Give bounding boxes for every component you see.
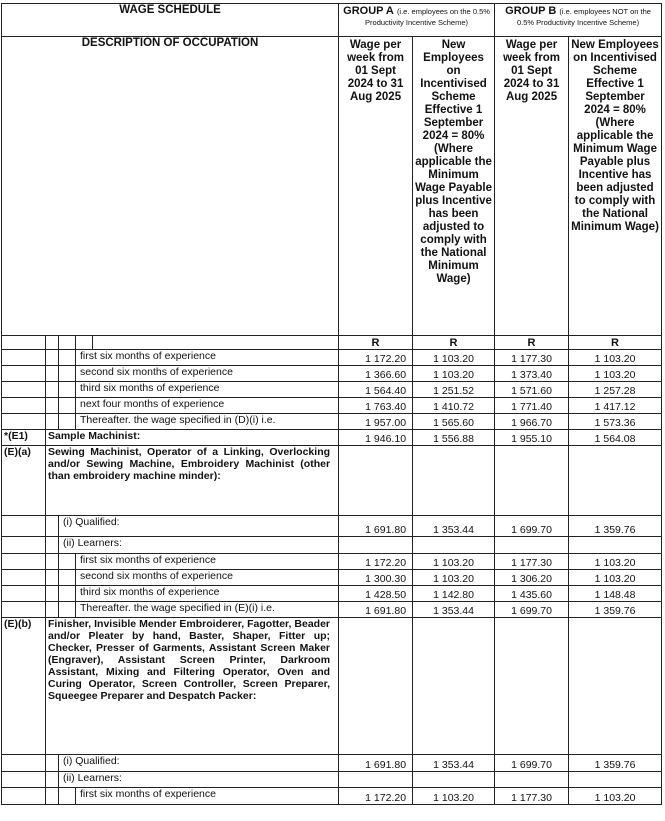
- value-cell: 1 103.20: [569, 350, 662, 366]
- value-cell: 1 359.76: [569, 516, 662, 537]
- value-cell: 1 373.40: [495, 366, 569, 382]
- table-row: [2, 350, 662, 366]
- value-cell: 1 691.80: [339, 516, 413, 537]
- row-label: third six months of experience: [76, 586, 339, 602]
- value-cell: 1 103.20: [569, 554, 662, 570]
- row-label: Thereafter. the wage specified in (E)(i) i.e.: [76, 602, 339, 618]
- table-row: [2, 398, 662, 414]
- row-label: third six months of experience: [76, 382, 339, 398]
- value-cell: 1 564.08: [569, 430, 662, 446]
- occupation-code: (E)(b): [2, 618, 46, 755]
- description-title: DESCRIPTION OF OCCUPATION: [2, 37, 339, 336]
- row-label: second six months of experience: [76, 366, 339, 382]
- row-label: next four months of experience: [76, 398, 339, 414]
- value-cell: 1 565.60: [413, 414, 495, 430]
- value-cell: 1 353.44: [413, 755, 495, 772]
- value-cell: 1 251.52: [413, 382, 495, 398]
- row-label: first six months of experience: [76, 788, 339, 805]
- table-row: [2, 586, 662, 602]
- table-row: [2, 570, 662, 586]
- row-label: (i) Qualified:: [59, 755, 339, 772]
- row-label: (ii) Learners:: [59, 772, 339, 788]
- table-row: [2, 537, 662, 554]
- value-cell: 1 103.20: [413, 554, 495, 570]
- value-cell: 1 103.20: [413, 788, 495, 805]
- value-cell: 1 359.76: [569, 755, 662, 772]
- value-cell: 1 573.36: [569, 414, 662, 430]
- table-row-eb-description: [2, 618, 662, 755]
- value-cell: 1 103.20: [413, 366, 495, 382]
- value-cell: 1 177.30: [495, 788, 569, 805]
- value-cell: 1 571.60: [495, 382, 569, 398]
- value-cell: 1 428.50: [339, 586, 413, 602]
- value-cell: 1 955.10: [495, 430, 569, 446]
- value-cell: 1 771.40: [495, 398, 569, 414]
- value-cell: 1 699.70: [495, 516, 569, 537]
- value-cell: 1 103.20: [413, 570, 495, 586]
- value-cell: 1 103.20: [569, 570, 662, 586]
- value-cell: 1 435.60: [495, 586, 569, 602]
- currency-label: R: [495, 336, 569, 350]
- group-a-header: [339, 4, 495, 37]
- value-cell: 1 966.70: [495, 414, 569, 430]
- value-cell: 1 699.70: [495, 602, 569, 618]
- occupation-code: (E)(a): [2, 446, 46, 516]
- row-label: (ii) Learners:: [59, 537, 339, 554]
- value-cell: 1 103.20: [413, 350, 495, 366]
- table-row: [2, 382, 662, 398]
- row-label: first six months of experience: [76, 350, 339, 366]
- value-cell: 1 353.44: [413, 602, 495, 618]
- currency-label: R: [339, 336, 413, 350]
- row-label: (i) Qualified:: [59, 516, 339, 537]
- row-label: first six months of experience: [76, 554, 339, 570]
- value-cell: 1 359.76: [569, 602, 662, 618]
- value-cell: 1 306.20: [495, 570, 569, 586]
- value-cell: 1 564.40: [339, 382, 413, 398]
- group-b-header: [495, 4, 662, 37]
- group-b-title: GROUP B: [505, 5, 557, 17]
- table-row: [2, 414, 662, 430]
- table-row: [2, 554, 662, 570]
- value-cell: 1 257.28: [569, 382, 662, 398]
- value-cell: 1 148.48: [569, 586, 662, 602]
- group-a-note: (i.e. employees on the 0.5% Productivity Incentive Scheme): [365, 7, 490, 27]
- row-label: Thereafter. the wage specified in (D)(i) i.e.: [76, 414, 339, 430]
- group-b-wage-header: Wage per week from 01 Sept 2024 to 31 Aug 2025: [495, 37, 569, 336]
- value-cell: 1 172.20: [339, 788, 413, 805]
- table-row: [2, 772, 662, 788]
- occupation-label: Finisher, Invisible Mender Embroiderer, Fagotter, Beader and/or Pleater by hand, Baster, Shaper, Fitter up; Checker, Presser of Garments, Assistant Screen Maker (Engraver), Assistant Screen Printer, Darkroom Assistant, Mixing and Filtering Operator, Oven and Curing Operator, Screen Controller, Screen Preparer, Squeegee Preparer and Despatch Packer:: [46, 618, 339, 755]
- value-cell: 1 103.20: [569, 788, 662, 805]
- value-cell: 1 946.10: [339, 430, 413, 446]
- table-row-ea-description: [2, 446, 662, 516]
- table-row: [2, 602, 662, 618]
- value-cell: 1 177.30: [495, 350, 569, 366]
- table-row: [2, 755, 662, 772]
- value-cell: 1 172.20: [339, 554, 413, 570]
- value-cell: 1 353.44: [413, 516, 495, 537]
- group-a-new-employees-header: New Employees on Incentivised Scheme Effective 1 September 2024 = 80% (Where applicable the Minimum Wage Payable plus Incentive has been adjusted to comply with the National Minimum Wage): [413, 37, 495, 336]
- value-cell: 1 300.30: [339, 570, 413, 586]
- value-cell: 1 103.20: [569, 366, 662, 382]
- value-cell: 1 410.72: [413, 398, 495, 414]
- wage-schedule-table: [1, 3, 662, 805]
- value-cell: 1 691.80: [339, 602, 413, 618]
- value-cell: 1 366.60: [339, 366, 413, 382]
- value-cell: 1 172.20: [339, 350, 413, 366]
- value-cell: 1 763.40: [339, 398, 413, 414]
- wage-schedule-title: WAGE SCHEDULE: [2, 4, 339, 37]
- value-cell: 1 699.70: [495, 755, 569, 772]
- table-row: [2, 366, 662, 382]
- group-b-new-employees-header: New Employees on Incentivised Scheme Effective 1 September 2024 = 80% (Where applicable the Minimum Wage Payable plus Incentive has been adjusted to comply with the National Minimum Wage): [569, 37, 662, 336]
- group-b-note: (i.e. employees NOT on the 0.5% Productivity Incentive Scheme): [516, 7, 651, 27]
- table-row: [2, 516, 662, 537]
- value-cell: 1 691.80: [339, 755, 413, 772]
- currency-label: R: [413, 336, 495, 350]
- occupation-label: Sewing Machinist, Operator of a Linking, Overlocking and/or Sewing Machine, Embroidery Machinist (other than embroidery machine minder):: [46, 446, 339, 516]
- value-cell: 1 417.12: [569, 398, 662, 414]
- occupation-label: Sample Machinist:: [46, 430, 339, 446]
- group-a-wage-header: Wage per week from 01 Sept 2024 to 31 Aug 2025: [339, 37, 413, 336]
- value-cell: 1 142.80: [413, 586, 495, 602]
- currency-row: [2, 336, 662, 350]
- header-row-groups: [2, 4, 662, 37]
- value-cell: 1 957.00: [339, 414, 413, 430]
- currency-label: R: [569, 336, 662, 350]
- header-row-columns: [2, 37, 662, 336]
- group-a-title: GROUP A: [343, 5, 394, 17]
- value-cell: 1 177.30: [495, 554, 569, 570]
- table-row: [2, 788, 662, 805]
- occupation-code: *(E1): [2, 430, 46, 446]
- row-label: second six months of experience: [76, 570, 339, 586]
- table-row-e1: [2, 430, 662, 446]
- value-cell: 1 556.88: [413, 430, 495, 446]
